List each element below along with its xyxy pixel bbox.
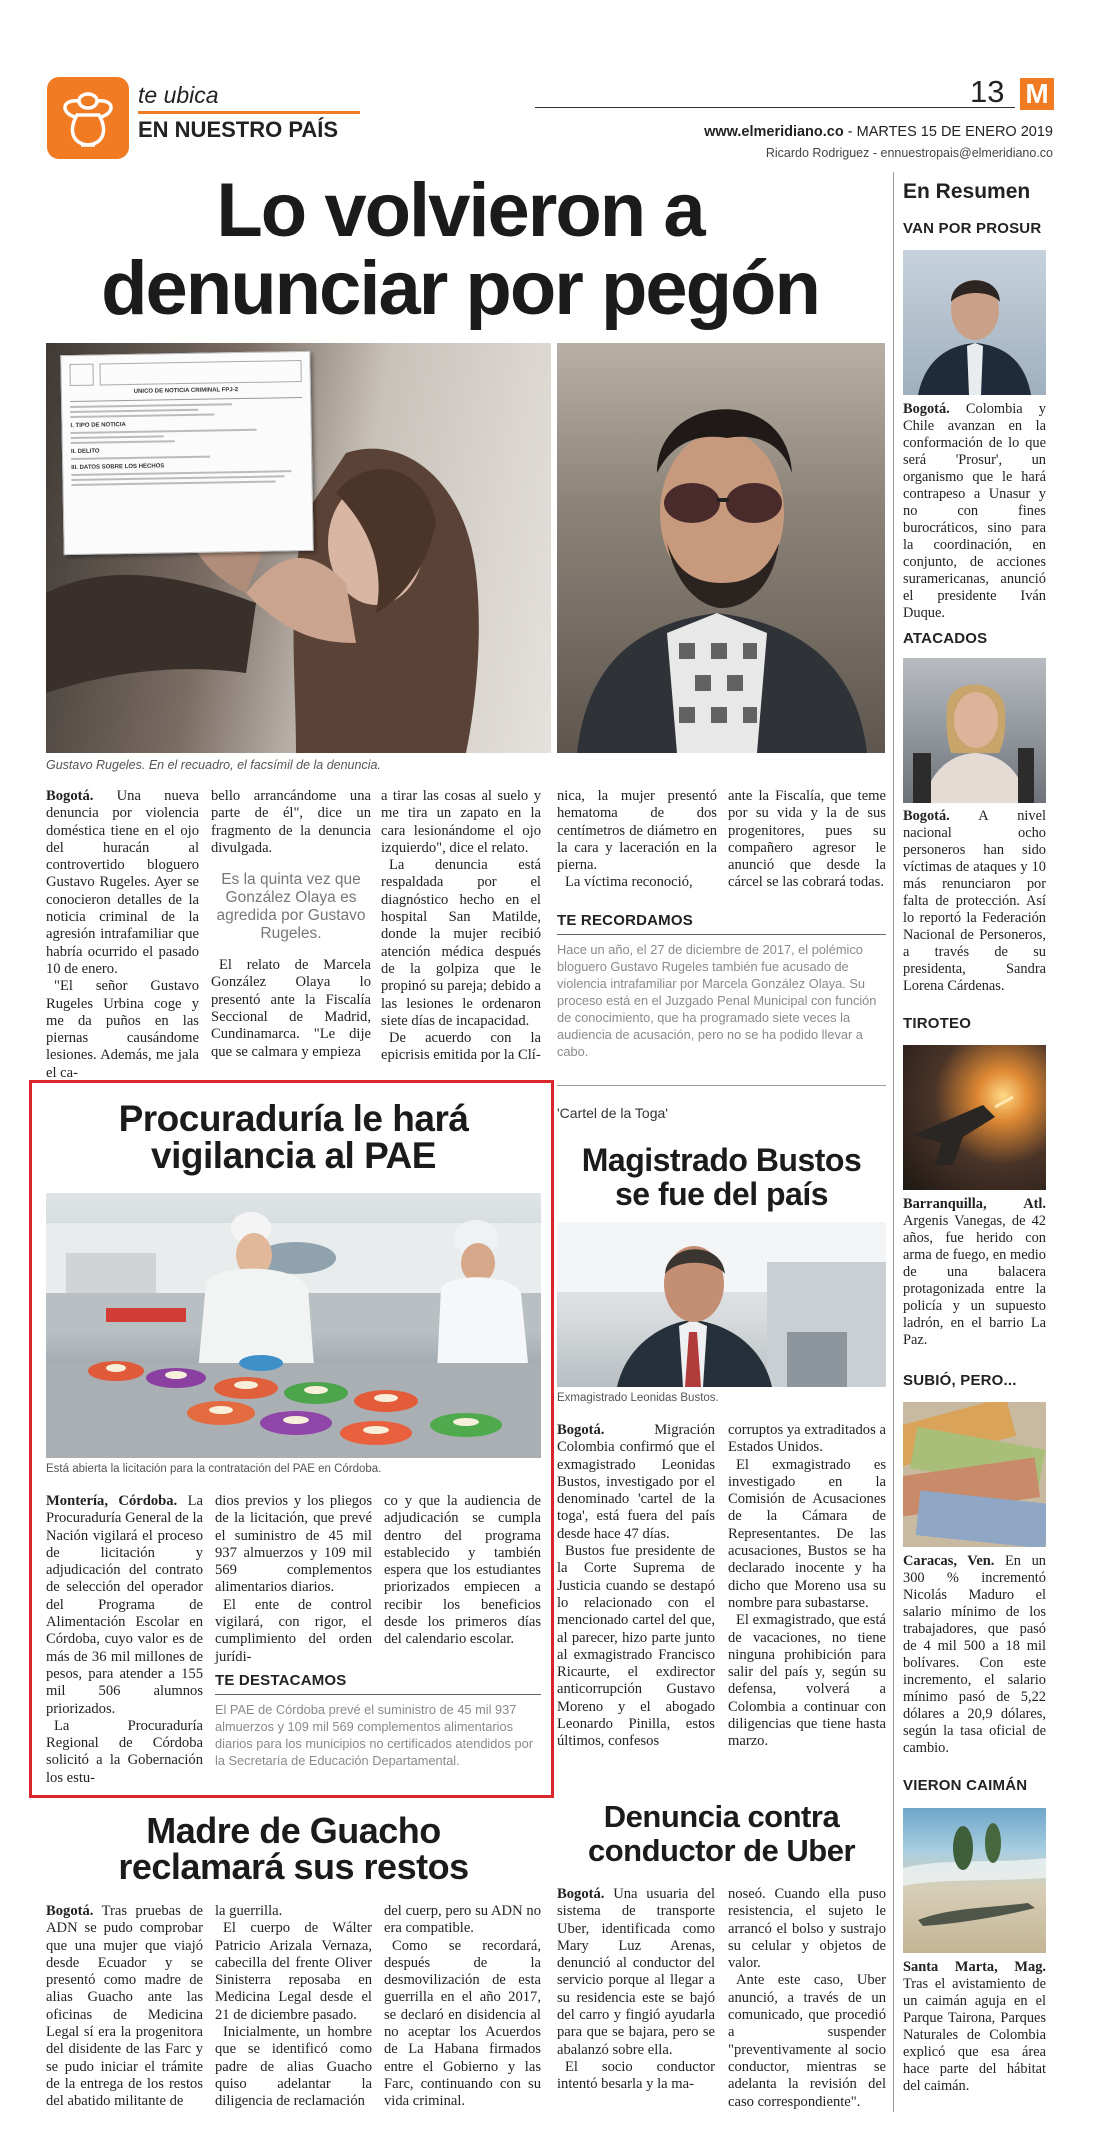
sidebar-lead-prosur: Bogotá. <box>903 401 950 417</box>
brand-logo <box>1020 78 1054 110</box>
doc-section1: I. TIPO DE NOTICIA <box>70 422 126 430</box>
sidebar-lead-caiman: Santa Marta, Mag. <box>903 1959 1046 1975</box>
personera-figure <box>903 658 1046 803</box>
main-col2-p1: bello arrancándome una parte de él", dice un fragmento de la denuncia divulgada. <box>211 788 371 856</box>
bustos-col2-p1: corruptos ya extraditados a Estados Unidos. <box>728 1422 886 1456</box>
main-col-5 <box>728 788 886 892</box>
pae-col-2 <box>215 1493 372 1666</box>
header-tagline: te ubica <box>138 82 219 108</box>
uber-col2-p1: noseó. Cuando ella puso resistencia, el sujeto le arrancó el bolso y sustrajo su celular y objetos de valor. <box>728 1886 886 1972</box>
guacho-col1-lead: Bogotá. <box>46 1903 94 1919</box>
header-rule-orange <box>138 111 360 114</box>
sidebar-photo-bolivares <box>903 1402 1046 1547</box>
guacho-col-3 <box>384 1903 541 2111</box>
bustos-headline-line2: se fue del país <box>614 1176 829 1212</box>
recordamos-text: Hace un año, el 27 de diciembre de 2017, el polémico bloguero Gustavo Rugeles también fue acusado de violencia intrafamiliar por Marcela González Olaya. Su proceso está en el Juzgado Penal Municipal con función de conocimiento, que ha programado siete veces la audiencia de acusación, pero no se ha podido llevar a cabo. <box>557 942 877 1059</box>
main-photo-rugeles <box>557 343 885 753</box>
main-col-4 <box>557 788 717 892</box>
uber-col1-p2: El socio conductor intentó besarla y la ma- <box>557 2058 715 2093</box>
brand-logo-letter: M <box>1025 78 1049 109</box>
main-col-3 <box>381 788 541 1065</box>
sidebar-text-tiroteo <box>903 1196 1046 1349</box>
header-rule <box>535 107 1015 108</box>
guacho-col2-p2: El cuerpo de Wálter Patricio Arizala Vernaza, cabecilla del frente Oliver Sinisterra reposaba en Medicina Legal desde el 21 de diciembre pasado. <box>215 1920 372 2023</box>
complaint-document <box>60 351 313 555</box>
main-col-1 <box>46 788 199 1082</box>
uber-headline-line2: conductor de Uber <box>587 1833 856 1868</box>
pae-photo-caption: Está abierta la licitación para la contratación del PAE en Córdoba. <box>46 1463 382 1475</box>
bustos-col-1 <box>557 1422 715 1751</box>
main-headline-line1: Lo volvieron a <box>216 168 704 253</box>
pae-col2-p1: dios previos y los pliegos de la licitación, que prevé el suministro de 45 mil 937 almuerzos y 109 mil 569 complementos alimentarios diarios. <box>215 1493 372 1596</box>
bustos-col2-p2: El exmagistrado es investigado en la Comisión de Acusaciones de la Cámara de Representantes. De las acusaciones, Bustos se ha declarado inocente y ha dicho que Moreno usa su nombre para subastarse. <box>728 1456 886 1611</box>
pae-photo <box>46 1193 541 1458</box>
header-date-line <box>704 124 1053 140</box>
guacho-headline-line1: Madre de Guacho <box>146 1810 441 1851</box>
pae-col2-p2: El ente de control vigilará, con rigor, el cumplimiento del orden jurídi- <box>215 1596 372 1665</box>
sidebar-photo-personera <box>903 658 1046 803</box>
sidebar-label-caiman: VIERON CAIMÁN <box>903 1777 1028 1794</box>
sidebar-text-subio <box>903 1553 1046 1757</box>
sidebar-photo-caiman <box>903 1808 1046 1953</box>
vase-icon <box>47 77 129 159</box>
gun-figure <box>903 1045 1046 1190</box>
main-col5-p1: ante la Fiscalía, que teme por su vida y la de sus progenitores, pues su compañero agresor le anunció que desde la cárcel se las cobrará todas. <box>728 788 886 891</box>
page-number: 13 <box>970 74 1005 109</box>
destacamos-rule <box>215 1694 541 1695</box>
guacho-col3-p2: Como se recordará, después de la desmovilización de esta guerrilla en el año 2017, se declaró en disidencia al no aceptar los Acuerdos de La Habana firmados entre el Gobierno y las Farc, continuando con su vida criminal. <box>384 1937 541 2110</box>
bustos-col1-p1: Migración Colombia confirmó que el exmagistrado Leonidas Bustos, investigado por el denominado 'cartel de la toga', está fuera del país desde hace 47 días. <box>557 1422 715 1542</box>
guacho-col-1 <box>46 1903 203 2111</box>
pae-col-3 <box>384 1493 541 1649</box>
sidebar-label-atacados: ATACADOS <box>903 630 988 647</box>
header-website: www.elmeridiano.co <box>704 124 844 140</box>
main-photo-woman <box>46 343 551 753</box>
guacho-col2-p1: la guerrilla. <box>215 1903 283 1919</box>
bustos-col1-lead: Bogotá. <box>557 1422 605 1438</box>
section-logo <box>47 77 129 159</box>
guacho-headline <box>46 1810 541 1887</box>
destacamos-label: TE DESTACAMOS <box>215 1672 347 1689</box>
bustos-col-2 <box>728 1422 886 1751</box>
bustos-col2-p3: El exmagistrado, que está de vacaciones, no tiene ninguna prohibición para salir del país y, según su defensa, volverá a Colombia a continuar con diligencias que tiene hasta marzo. <box>728 1612 886 1750</box>
duque-figure <box>903 250 1046 395</box>
doc-section2: II. DELITO <box>70 448 100 456</box>
sidebar-label-prosur: VAN POR PROSUR <box>903 220 1042 237</box>
sidebar-lead-subio: Caracas, Ven. <box>903 1553 995 1569</box>
kitchen-scene <box>46 1193 541 1458</box>
main-headline <box>40 168 880 331</box>
guacho-col3-p1: del cuerp, pero su ADN no era compatible. <box>384 1903 541 1937</box>
sidebar-body-tiroteo: Argenis Vanegas, de 42 años, fue herido con arma de fuego, en medio de una balacera protagonizada entre la policía y un supuesto ladrón, en el barrio La Paz. <box>903 1213 1046 1348</box>
main-col1-lead: Bogotá. <box>46 788 94 804</box>
recordamos-rule-bottom <box>557 1085 886 1086</box>
uber-col1-lead: Bogotá. <box>557 1886 605 1902</box>
pae-col1-p2: La Procuraduría Regional de Córdoba solicitó a la Gobernación los estu- <box>46 1717 203 1786</box>
main-photo-caption: Gustavo Rugeles. En el recuadro, el facsímil de la denuncia. <box>46 758 381 772</box>
main-col3-p2: La denuncia está respaldada por el diagnóstico hecho en el hospital San Matilde, donde la mujer recibió atención médica después de la golpiza que le propinó su pareja; debido a las lesiones le ordenaron siete días de incapacidad. <box>381 857 541 1029</box>
bustos-col1-p2: Bustos fue presidente de la Corte Suprema de Justicia cuando se destapó lo relacionado con el mencionado cartel del que, al parecer, hizo parte junto al exmagistrado Francisco Ricaurte, el exdirector anticorrupción Gustavo Moreno y el abogado Leonardo Pinilla, estos últimos, confesos <box>557 1543 715 1750</box>
bills-figure <box>903 1402 1046 1547</box>
recordamos-label: TE RECORDAMOS <box>557 912 693 929</box>
main-col2-p2: El relato de Marcela González Olaya lo presentó ante la Fiscalía Seccional de Madrid, Cundinamarca. "Le dije que se calmara y empieza <box>211 957 371 1060</box>
pae-headline <box>46 1100 541 1174</box>
header-byline: Ricardo Rodriguez - ennuestropais@elmeridiano.co <box>765 146 1053 160</box>
bustos-photo-caption: Exmagistrado Leonidas Bustos. <box>557 1392 719 1404</box>
pae-col-1 <box>46 1493 203 1787</box>
pae-col1-p1: La Procuraduría General de la Nación vigilará el proceso de licitación y adjudicación del contrato de selección del operador del Programa de Alimentación Escolar en Córdoba, cuyo valor es de más de 36 mil millones de pesos, para atender a 155 mil 506 alumnos priorizados. <box>46 1493 203 1717</box>
header-section: EN NUESTRO PAÍS <box>138 117 339 142</box>
pae-col3-p1: co y que la audiencia de adjudicación se cumpla dentro del programa establecido y también espera que los estudiantes priorizados empiecen a recibir los beneficios desde los primeros días del calendario escolar. <box>384 1493 541 1648</box>
sidebar-body-subio: En un 300 % incrementó Nicolás Maduro el salario mínimo de los trabajadores, que pasó de 4 mil 500 a 18 mil bolívares. Con este incremento, el salario mínimo pasó de 5,22 dólares a 20,9 dólares, según la tasa oficial de cambio. <box>903 1553 1046 1756</box>
doc-title: UNICO DE NOTICIA CRIMINAL FPJ-2 <box>133 387 239 395</box>
main-col4-p1: nica, la mujer presentó hematoma de dos centímetros de diámetro en la cara y laceración en la pierna. <box>557 788 717 874</box>
sidebar-divider <box>893 172 894 2112</box>
bustos-kicker: 'Cartel de la Toga' <box>557 1105 668 1121</box>
main-col4-p2: La víctima reconoció, <box>565 874 693 891</box>
doc-section3: III. DATOS SOBRE LOS HECHOS <box>71 463 165 472</box>
pae-headline-line2: vigilancia al PAE <box>151 1135 436 1176</box>
bustos-figure <box>557 1222 886 1387</box>
sidebar-body-prosur: Colombia y Chile avanzan en la conformación de lo que será 'Prosur', un organismo que le hará contrapeso a Unasur y no con fines burocráticos, sino para la coordinación, en conjunto, de acciones suramericanas, anunció el presidente Iván Duque. <box>903 401 1046 621</box>
uber-col-1 <box>557 1886 715 2094</box>
main-col1-p2: "El señor Gustavo Rugeles Urbina coge y me da puños en las piernas causándome lesiones. Además, me jala el ca- <box>46 978 199 1081</box>
destacamos-text: El PAE de Córdoba prevé el suministro de 45 mil 937 almuerzos y 109 mil 569 complementos alimentarios diarios para los municipios no certificados atendidos por la Secretaría de Educación Departamental. <box>215 1702 533 1768</box>
main-col1-p1: Una nueva denuncia por violencia doméstica tiene en el ojo del huracán al controvertido bloguero Gustavo Rugeles. Ayer se conocieron detalles de la noticia criminal de la agresión intrafamiliar que habría ocurrido el pasado 10 de enero. <box>46 788 199 977</box>
uber-headline-line1: Denuncia contra <box>603 1799 840 1834</box>
main-pull-quote: Es la quinta vez que González Olaya es agredida por Gustavo Rugeles. <box>216 871 366 943</box>
header-date: - MARTES 15 DE ENERO 2019 <box>843 124 1053 140</box>
sidebar-photo-tiroteo <box>903 1045 1046 1190</box>
main-col-2 <box>211 788 371 1061</box>
guacho-headline-line2: reclamará sus restos <box>118 1846 469 1887</box>
uber-col1-p1: Una usuaria del sistema de transporte Uber, identificada como Mary Luz Arenas, denunció al conductor del servicio porque al llegar a su residencia este se bajó del carro y fingió ayudarla para que se bajara, pero se abalanzó sobre ella. <box>557 1886 715 2058</box>
guacho-col1-p1: Tras pruebas de ADN se pudo comprobar que una mujer que viajó desde Ecuador y se presentó como madre de alias Guacho ante las oficinas de Medicina Legal sí era la progenitora del disidente de las Farc y se pudo iniciar el trámite de la entrega de los restos del abatido militante de <box>46 1903 203 2110</box>
recordamos-rule <box>557 934 886 935</box>
bustos-headline-line1: Magistrado Bustos <box>581 1142 862 1178</box>
sidebar-text-prosur <box>903 401 1046 622</box>
sidebar-label-tiroteo: TIROTEO <box>903 1015 972 1032</box>
bustos-photo <box>557 1222 886 1387</box>
caiman-figure <box>903 1808 1046 1953</box>
uber-headline <box>557 1800 886 1868</box>
pae-col1-lead: Montería, Córdoba. <box>46 1493 178 1509</box>
sidebar-photo-duque <box>903 250 1046 395</box>
bustos-headline <box>557 1143 886 1211</box>
uber-col-2 <box>728 1886 886 2111</box>
sidebar-body-caiman: Tras el avistamiento de un caimán aguja en el Parque Tairona, Parques Naturales de Colombia explicó que esa área hace parte del hábitat del caimán. <box>903 1976 1046 2094</box>
sidebar-title: En Resumen <box>903 180 1031 203</box>
main-col3-p1: a tirar las cosas al suelo y me tira un zapato en la cara lesionándome el ojo izquierdo", dice el relato. <box>381 788 541 856</box>
sidebar-lead-tiroteo: Barranquilla, Atl. <box>903 1196 1046 1212</box>
sidebar-text-caiman <box>903 1959 1046 2095</box>
sidebar-label-subio: SUBIÓ, PERO... <box>903 1372 1017 1389</box>
pae-headline-line1: Procuraduría le hará <box>118 1098 469 1139</box>
main-headline-line2: denunciar por pegón <box>101 246 819 331</box>
sidebar-text-atacados <box>903 808 1046 995</box>
sidebar-body-atacados: A nivel nacional ocho personeros han sido víctimas de ataques y 10 más renunciaron por falta de protección. Así lo reportó la Federación Nacional de Personeros, a través de su presidenta, Sandra Lorena Cárdenas. <box>903 808 1046 994</box>
sidebar-lead-atacados: Bogotá. <box>903 808 950 824</box>
guacho-col-2 <box>215 1903 372 2111</box>
main-col3-p3: De acuerdo con la epicrisis emitida por la Clí- <box>381 1030 541 1064</box>
man-figure <box>557 343 885 753</box>
guacho-col2-p3: Inicialmente, un hombre que se identificó como padre de alias Guacho quiso adelantar la diligencia de reclamación <box>215 2024 372 2110</box>
uber-col2-p2: Ante este caso, Uber anunció, a través de un comunicado, que procedió a suspender "preventivamente al socio conductor, mientras se adelanta la revisión del caso correspondiente". <box>728 1972 886 2110</box>
